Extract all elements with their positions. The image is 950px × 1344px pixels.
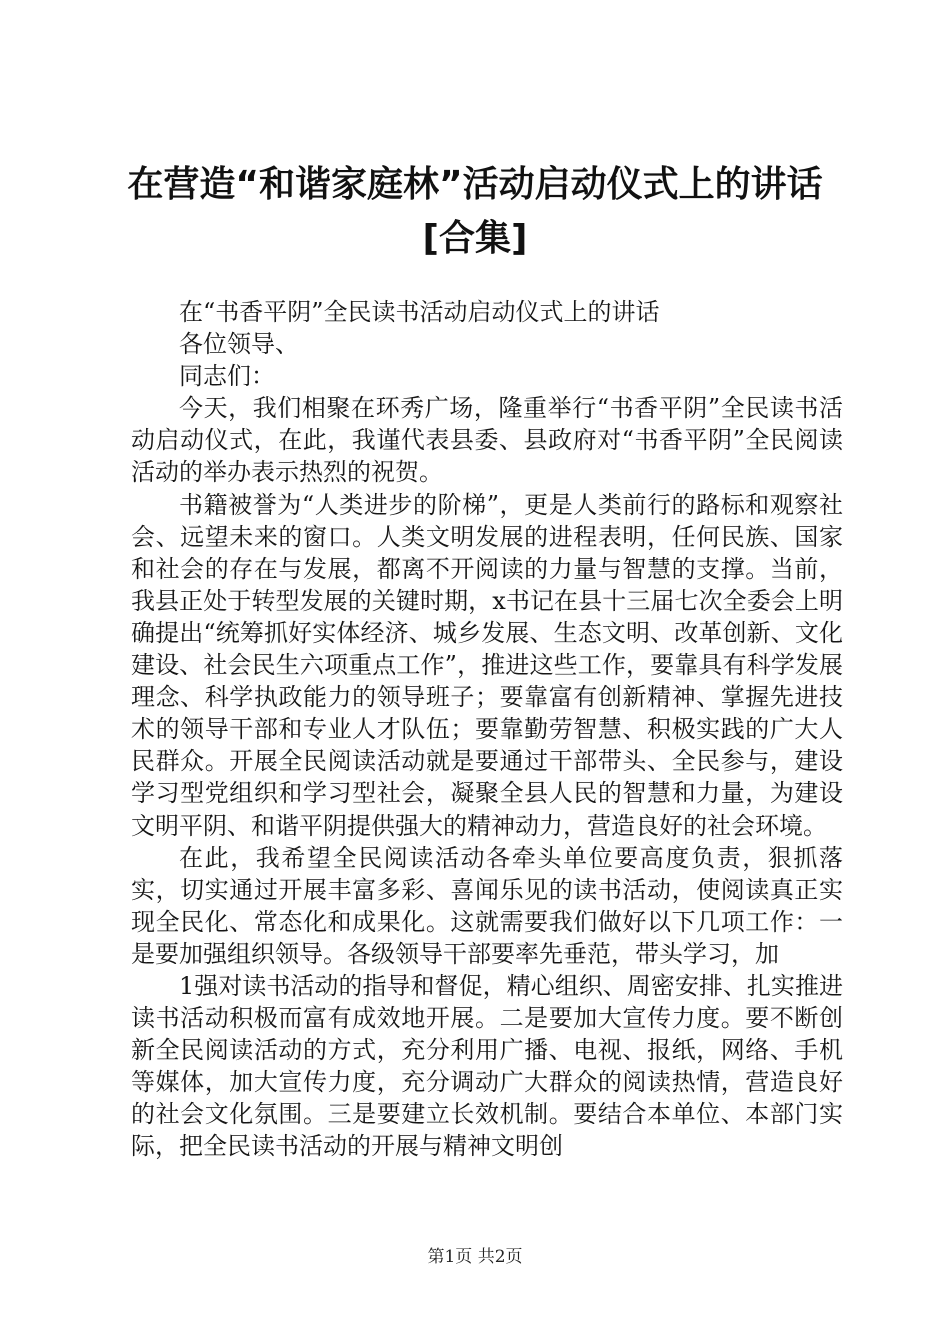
document-title-line1: 在营造“和谐家庭林”活动启动仪式上的讲话 bbox=[127, 164, 823, 205]
body-paragraph: 在此，我希望全民阅读活动各牵头单位要高度负责，狠抓落实，切实通过开展丰富多彩、喜闻乐见的读书活动，使阅读真正实现全民化、常态化和成果化。这就需要我们做好以下几项工作：一是要加强组织领导。各级领导干部要率先垂范，带头学习，加 bbox=[131, 843, 843, 968]
salutation-line1: 各位领导、 bbox=[179, 330, 299, 359]
document-title-line2: [合集] bbox=[422, 218, 528, 259]
salutation-line2: 同志们： bbox=[179, 362, 275, 391]
body-paragraph: 书籍被誉为“人类进步的阶梯”，更是人类前行的路标和观察社会、远望未来的窗口。人类文明发展的进程表明，任何民族、国家和社会的存在与发展，都离不开阅读的力量与智慧的支撑。当前，我县正处于转型发展的关键时期，x书记在县十三届七次全委会上明确提出“统筹抓好实体经济、城乡发展、生态文明、改革创新、文化建设、社会民生六项重点工作”，推进这些工作，要靠具有科学发展理念、科学执政能力的领导班子；要靠富有创新精神、掌握先进技术的领导干部和专业人才队伍；要靠勤劳智慧、积极实践的广大人民群众。开展全民阅读活动就是要通过干部带头、全民参与，建设学习型党组织和学习型社会，凝聚全县人民的智慧和力量，为建设文明平阴、和谐平阴提供强大的精神动力，营造良好的社会环境。 bbox=[131, 490, 843, 840]
body-paragraph: 今天，我们相聚在环秀广场，隆重举行“书香平阴”全民读书活动启动仪式，在此，我谨代表县委、县政府对“书香平阴”全民阅读活动的举办表示热烈的祝贺。 bbox=[131, 394, 843, 487]
document-body bbox=[131, 296, 843, 1163]
body-paragraph: 1强对读书活动的指导和督促，精心组织、周密安排、扎实推进读书活动积极而富有成效地开展。二是要加大宣传力度。要不断创新全民阅读活动的方式，充分利用广播、电视、报纸，网络、手机等媒体，加大宣传力度，充分调动广大群众的阅读热情，营造良好的社会文化氛围。三是要建立长效机制。要结合本单位、本部门实际，把全民读书活动的开展与精神文明创 bbox=[131, 971, 843, 1161]
page-footer: 第1页 共2页 bbox=[427, 1247, 523, 1267]
speech-subtitle: 在“书香平阴”全民读书活动启动仪式上的讲话 bbox=[179, 298, 660, 326]
